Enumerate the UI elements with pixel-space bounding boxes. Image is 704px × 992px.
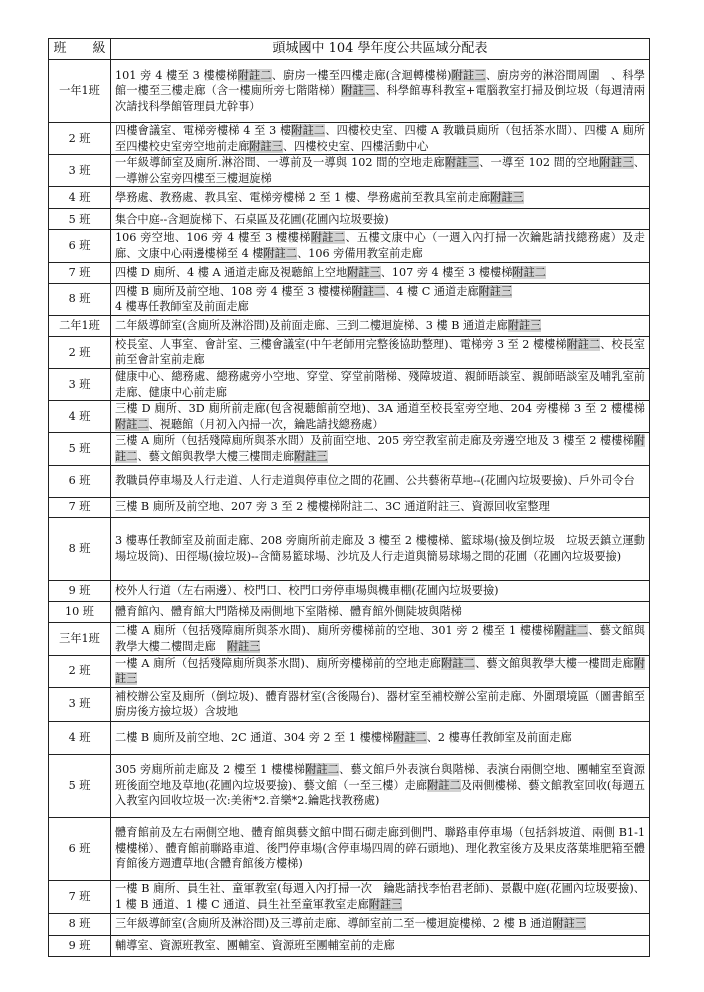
area-text: 四樓 D 廁所、4 樓 A 通道走廊及視聽館上空地	[115, 265, 348, 279]
area-text: 補校辦公室及廁所（倒垃圾)、體育器材室(含後陽台)、器材室至補校辦公室前走廊、外圍環境區（圖書館至廚房後方撿垃圾）含坡地	[115, 689, 645, 719]
table-row	[49, 465, 650, 497]
area-text: 、科學館專科教室+電腦教室打掃及倒垃圾（每週清兩次請找科學館管理員尤幹事）	[115, 84, 645, 113]
table-row	[49, 935, 650, 956]
area-text: 三年級導師室(含廁所及淋浴間)及三導前走廊、導師室前二至一樓迴旋樓梯、2 樓 B 通道	[115, 917, 553, 931]
class-cell: 二年1班	[49, 315, 111, 336]
area-cell	[111, 230, 650, 262]
table-row	[49, 230, 650, 262]
class-cell: 2 班	[49, 336, 111, 368]
note-highlight: 附註二	[427, 778, 461, 792]
table-row	[49, 497, 650, 517]
note-highlight: 附註三	[368, 897, 403, 911]
area-cell	[111, 880, 650, 913]
class-cell: 7 班	[49, 262, 111, 283]
class-cell: 4 班	[49, 721, 111, 754]
area-cell	[111, 401, 650, 433]
area-text: 、四樓校史室、四樓 A 教職員廁所（包括茶水間）、四樓 A 廁所至四樓校史室旁空地前走廊	[115, 124, 645, 153]
note-highlight: 附註二	[393, 730, 427, 744]
table-row	[49, 754, 650, 817]
class-cell: 一年1班	[49, 60, 111, 123]
class-cell: 4 班	[49, 187, 111, 209]
table-row	[49, 209, 650, 230]
table-row	[49, 880, 650, 913]
area-text: 健康中心、總務處、總務處旁小空地、穿堂、穿堂前階梯、殘障坡道、親師晤談室、親師晤談室及哺乳室前走廊、健康中心前走廊	[115, 369, 645, 399]
area-cell	[111, 517, 650, 580]
area-text: 、一導至 102 間的空地	[479, 156, 600, 170]
area-cell	[111, 336, 650, 368]
table-header-row	[49, 39, 650, 60]
area-text: 、4 樓 C 通道走廊	[385, 284, 479, 298]
area-text: 、藝文館戶外表演台與階梯、表演台兩側空地、團輔室至資源班後面空地及草地(花圃內垃圾要撿)、藝文館（一至三樓）走廊	[115, 763, 645, 792]
class-cell: 8 班	[49, 913, 111, 935]
table-row	[49, 622, 650, 655]
area-text: 一年級導師室及廁所.淋浴間、一導前及一導與 102 間的空地走廊	[115, 156, 445, 170]
area-text: 校長室、人事室、會計室、三樓會議室(中午老師用完整後協助整理)、電梯旁 3 至 2 樓樓梯	[115, 337, 567, 351]
table-row	[49, 123, 650, 155]
area-text: 106 旁空地、106 旁 4 樓至 3 樓樓梯	[115, 231, 311, 245]
area-cell	[111, 580, 650, 601]
class-cell: 8 班	[49, 517, 111, 580]
area-cell	[111, 315, 650, 336]
area-cell	[111, 433, 650, 465]
area-text: 體育館內、體育館大門階梯及兩側地下室階梯、體育館外側陡坡與階梯	[115, 604, 462, 618]
class-cell: 7 班	[49, 880, 111, 913]
class-cell: 6 班	[49, 230, 111, 262]
table-title: 頭城國中 104 學年度公共區域分配表	[111, 39, 650, 60]
class-cell: 5 班	[49, 209, 111, 230]
class-cell: 4 班	[49, 401, 111, 433]
note-highlight: 附註三	[451, 68, 486, 82]
note-highlight: 附註二	[566, 337, 601, 351]
note-highlight: 附註二	[554, 623, 589, 637]
note-highlight: 附註三	[249, 139, 283, 153]
area-cell	[111, 721, 650, 754]
note-highlight: 附註二	[291, 124, 326, 137]
note-highlight: 附註二	[115, 417, 149, 431]
area-cell	[111, 622, 650, 655]
table-row	[49, 913, 650, 935]
area-text: 、四樓校史室、四樓活動中心	[282, 139, 429, 153]
area-text: 及兩側樓梯、藝文館教室回收(每週五入教室內回收垃圾一次:美術*2.音樂*2.鑰匙找教務處)	[115, 778, 645, 808]
table-row	[49, 655, 650, 687]
area-cell	[111, 687, 650, 721]
note-highlight: 附註二	[115, 434, 645, 463]
area-text: 四樓 B 廁所及前空地、108 旁 4 樓至 3 樓樓梯	[115, 284, 352, 298]
area-cell	[111, 262, 650, 283]
table-row	[49, 433, 650, 465]
note-highlight: 附註三	[490, 191, 524, 205]
class-cell: 10 班	[49, 601, 111, 622]
area-text: 四樓會議室、電梯旁樓梯 4 至 3 樓	[115, 124, 292, 137]
note-highlight: 附註二	[512, 265, 546, 279]
area-text: 一樓 B 廁所、員生社、童軍教室(每週入內打掃一次 鑰匙請找李怡君老師)、景觀中庭(花圃內垃圾要撿)、1 樓 B 通道、1 樓 C 通道、員生社至童軍教室走廊	[115, 882, 645, 911]
area-text: 、五樓文康中心（一週入內打掃一次鑰匙請找總務處）及走廊、文康中心兩邊樓梯至 4 樓	[115, 231, 645, 260]
note-highlight: 附註三	[226, 639, 261, 653]
note-highlight: 附註三	[341, 84, 376, 98]
area-text: 校外人行道（左右兩邊）、校門口、校門口旁停車場與機車棚(花圃內垃圾要撿)	[115, 583, 499, 597]
area-text: 、藝文館與教學大樓三樓間走廊	[137, 449, 295, 463]
area-cell	[111, 368, 650, 400]
allocation-document	[48, 38, 650, 957]
note-highlight: 附註二	[310, 231, 346, 245]
table-row	[49, 187, 650, 209]
area-text: 、藝文館與教學大樓一樓間走廊	[475, 656, 634, 670]
area-text: 學務處、教務處、教具室、電梯旁樓梯 2 至 1 樓、學務處前至教具室前走廊	[115, 191, 491, 205]
area-cell	[111, 123, 650, 155]
area-text: 、106 旁備用教室前走廊	[297, 246, 423, 260]
area-text: 體育館前及左右兩側空地、體育館與藝文館中間石砌走廊到側門、聯路車停車場（包括斜坡道、兩側 B1-1 樓樓梯）、體育館前聯路車道、後門停車場(含停車場四周的碎石頭地)、理化教室後方及果皮落葉堆肥箱至體育館後方週遭草地(含體育館後方樓梯)	[115, 826, 645, 871]
area-text: 一樓 A 廁所（包括殘障廁所與茶水間)、廁所旁樓梯前的空地走廊	[115, 656, 442, 670]
note-highlight: 附註三	[444, 156, 480, 170]
table-row	[49, 580, 650, 601]
class-column-header: 班 級	[49, 39, 111, 60]
table-row	[49, 721, 650, 754]
area-cell	[111, 497, 650, 517]
area-text: 三樓 D 廁所、3D 廁所前走廊(包含視聽館前空地)、3A 通道至校長室旁空地、204 旁樓梯 3 至 2 樓樓梯	[115, 402, 645, 416]
allocation-table	[48, 38, 650, 957]
area-text: 、校長室前至會計室前走廊	[115, 337, 645, 367]
area-text: 3 樓專任教師室及前面走廊、208 旁廁所前走廊及 3 樓至 2 樓樓梯、籃球場(撿及倒垃圾 垃圾丟鎮立運動場垃圾筒)、田徑場(撿垃圾)--含簡易籃球場、沙坑及人行走道與簡易球場之間的花圃（花圃內垃圾要撿)	[115, 533, 645, 563]
area-cell	[111, 817, 650, 880]
class-cell: 9 班	[49, 580, 111, 601]
table-row	[49, 315, 650, 336]
table-row	[49, 60, 650, 123]
area-cell	[111, 283, 650, 315]
note-highlight: 附註三	[478, 284, 513, 298]
area-text: 、廚房旁的淋浴間周圍 、科學館一樓至三樓走廊（含一樓廁所旁七階階梯）	[115, 68, 645, 98]
note-highlight: 附註二	[305, 763, 340, 777]
class-cell: 2 班	[49, 655, 111, 687]
area-cell	[111, 754, 650, 817]
area-text: 4 樓專任教師室及前面走廊	[115, 300, 249, 314]
table-row	[49, 601, 650, 622]
note-highlight: 附註三	[115, 656, 645, 686]
note-highlight: 附註二	[263, 246, 298, 260]
table-row	[49, 336, 650, 368]
area-text: 集合中庭--含迴旋梯下、石桌區及花圃(花圃內垃圾要撿)	[115, 212, 389, 226]
class-cell: 9 班	[49, 935, 111, 956]
class-cell: 6 班	[49, 465, 111, 497]
area-cell	[111, 913, 650, 935]
class-cell: 7 班	[49, 497, 111, 517]
area-text: 二樓 B 廁所及前空地、2C 通道、304 旁 2 至 1 樓樓梯	[115, 730, 394, 744]
table-row	[49, 155, 650, 187]
class-cell: 8 班	[49, 283, 111, 315]
area-text: 305 旁廁所前走廊及 2 樓至 1 樓樓梯	[115, 763, 306, 777]
note-highlight: 附註三	[507, 318, 542, 332]
area-text: 101 旁 4 樓至 3 樓樓梯	[115, 68, 238, 82]
class-cell: 3 班	[49, 155, 111, 187]
class-cell: 6 班	[49, 817, 111, 880]
area-text: 三樓 B 廁所及前空地、207 旁 3 至 2 樓樓梯附註二、3C 通道附註三、資源回收室整理	[115, 500, 550, 514]
area-text: 、廚房一樓至四樓走廊(含迴轉樓梯)	[271, 68, 452, 82]
area-text: 二年級導師室(含廁所及淋浴間)及前面走廊、三到二樓迴旋梯、3 樓 B 通道走廊	[115, 318, 508, 332]
class-cell: 5 班	[49, 433, 111, 465]
area-text: 、107 旁 4 樓至 3 樓樓梯	[380, 265, 513, 279]
note-highlight: 附註二	[237, 68, 272, 82]
area-text: 二樓 A 廁所（包括殘障廁所與茶水間)、廁所旁樓梯前的空地、301 旁 2 樓至 1 樓樓梯	[115, 623, 555, 637]
area-cell	[111, 601, 650, 622]
area-text: 三樓 A 廁所（包括殘障廁所與茶水間）及前面空地、205 旁空教室前走廊及旁邊空地及 3 樓至 2 樓樓梯	[115, 434, 634, 448]
area-cell	[111, 187, 650, 209]
table-row	[49, 262, 650, 283]
table-row	[49, 401, 650, 433]
table-row	[49, 817, 650, 880]
area-cell	[111, 655, 650, 687]
note-highlight: 附註三	[552, 917, 587, 931]
table-row	[49, 517, 650, 580]
class-cell: 三年1班	[49, 622, 111, 655]
area-cell	[111, 935, 650, 956]
class-cell: 3 班	[49, 368, 111, 400]
area-cell	[111, 155, 650, 187]
class-cell: 5 班	[49, 754, 111, 817]
area-cell	[111, 209, 650, 230]
area-text: 、視聽館（月初入內掃一次，鑰匙請找總務處）	[148, 417, 384, 431]
note-highlight: 附註三	[599, 156, 634, 170]
note-highlight: 附註三	[294, 449, 328, 463]
note-highlight: 附註二	[351, 284, 386, 298]
note-highlight: 附註三	[347, 265, 381, 279]
area-text: 、藝文館與教學大樓二樓間走廊	[115, 623, 645, 653]
area-text: 、2 樓專任教師室及前面走廊	[426, 730, 572, 744]
area-cell	[111, 465, 650, 497]
table-row	[49, 368, 650, 400]
area-text: 教職員停車場及人行走道、人行走道與停車位之間的花圃、公共藝術草地--(花圃內垃圾要撿)、戶外司令台	[115, 474, 635, 488]
class-cell: 3 班	[49, 687, 111, 721]
table-row	[49, 687, 650, 721]
table-body	[49, 60, 650, 957]
area-text: 、一導辦公室旁四樓至三樓迴旋梯	[115, 156, 645, 185]
table-row	[49, 283, 650, 315]
area-text: 輔導室、資源班教室、團輔室、資源班至團輔室前的走廊	[115, 938, 395, 952]
class-cell: 2 班	[49, 123, 111, 155]
area-cell	[111, 60, 650, 123]
note-highlight: 附註二	[441, 656, 476, 670]
